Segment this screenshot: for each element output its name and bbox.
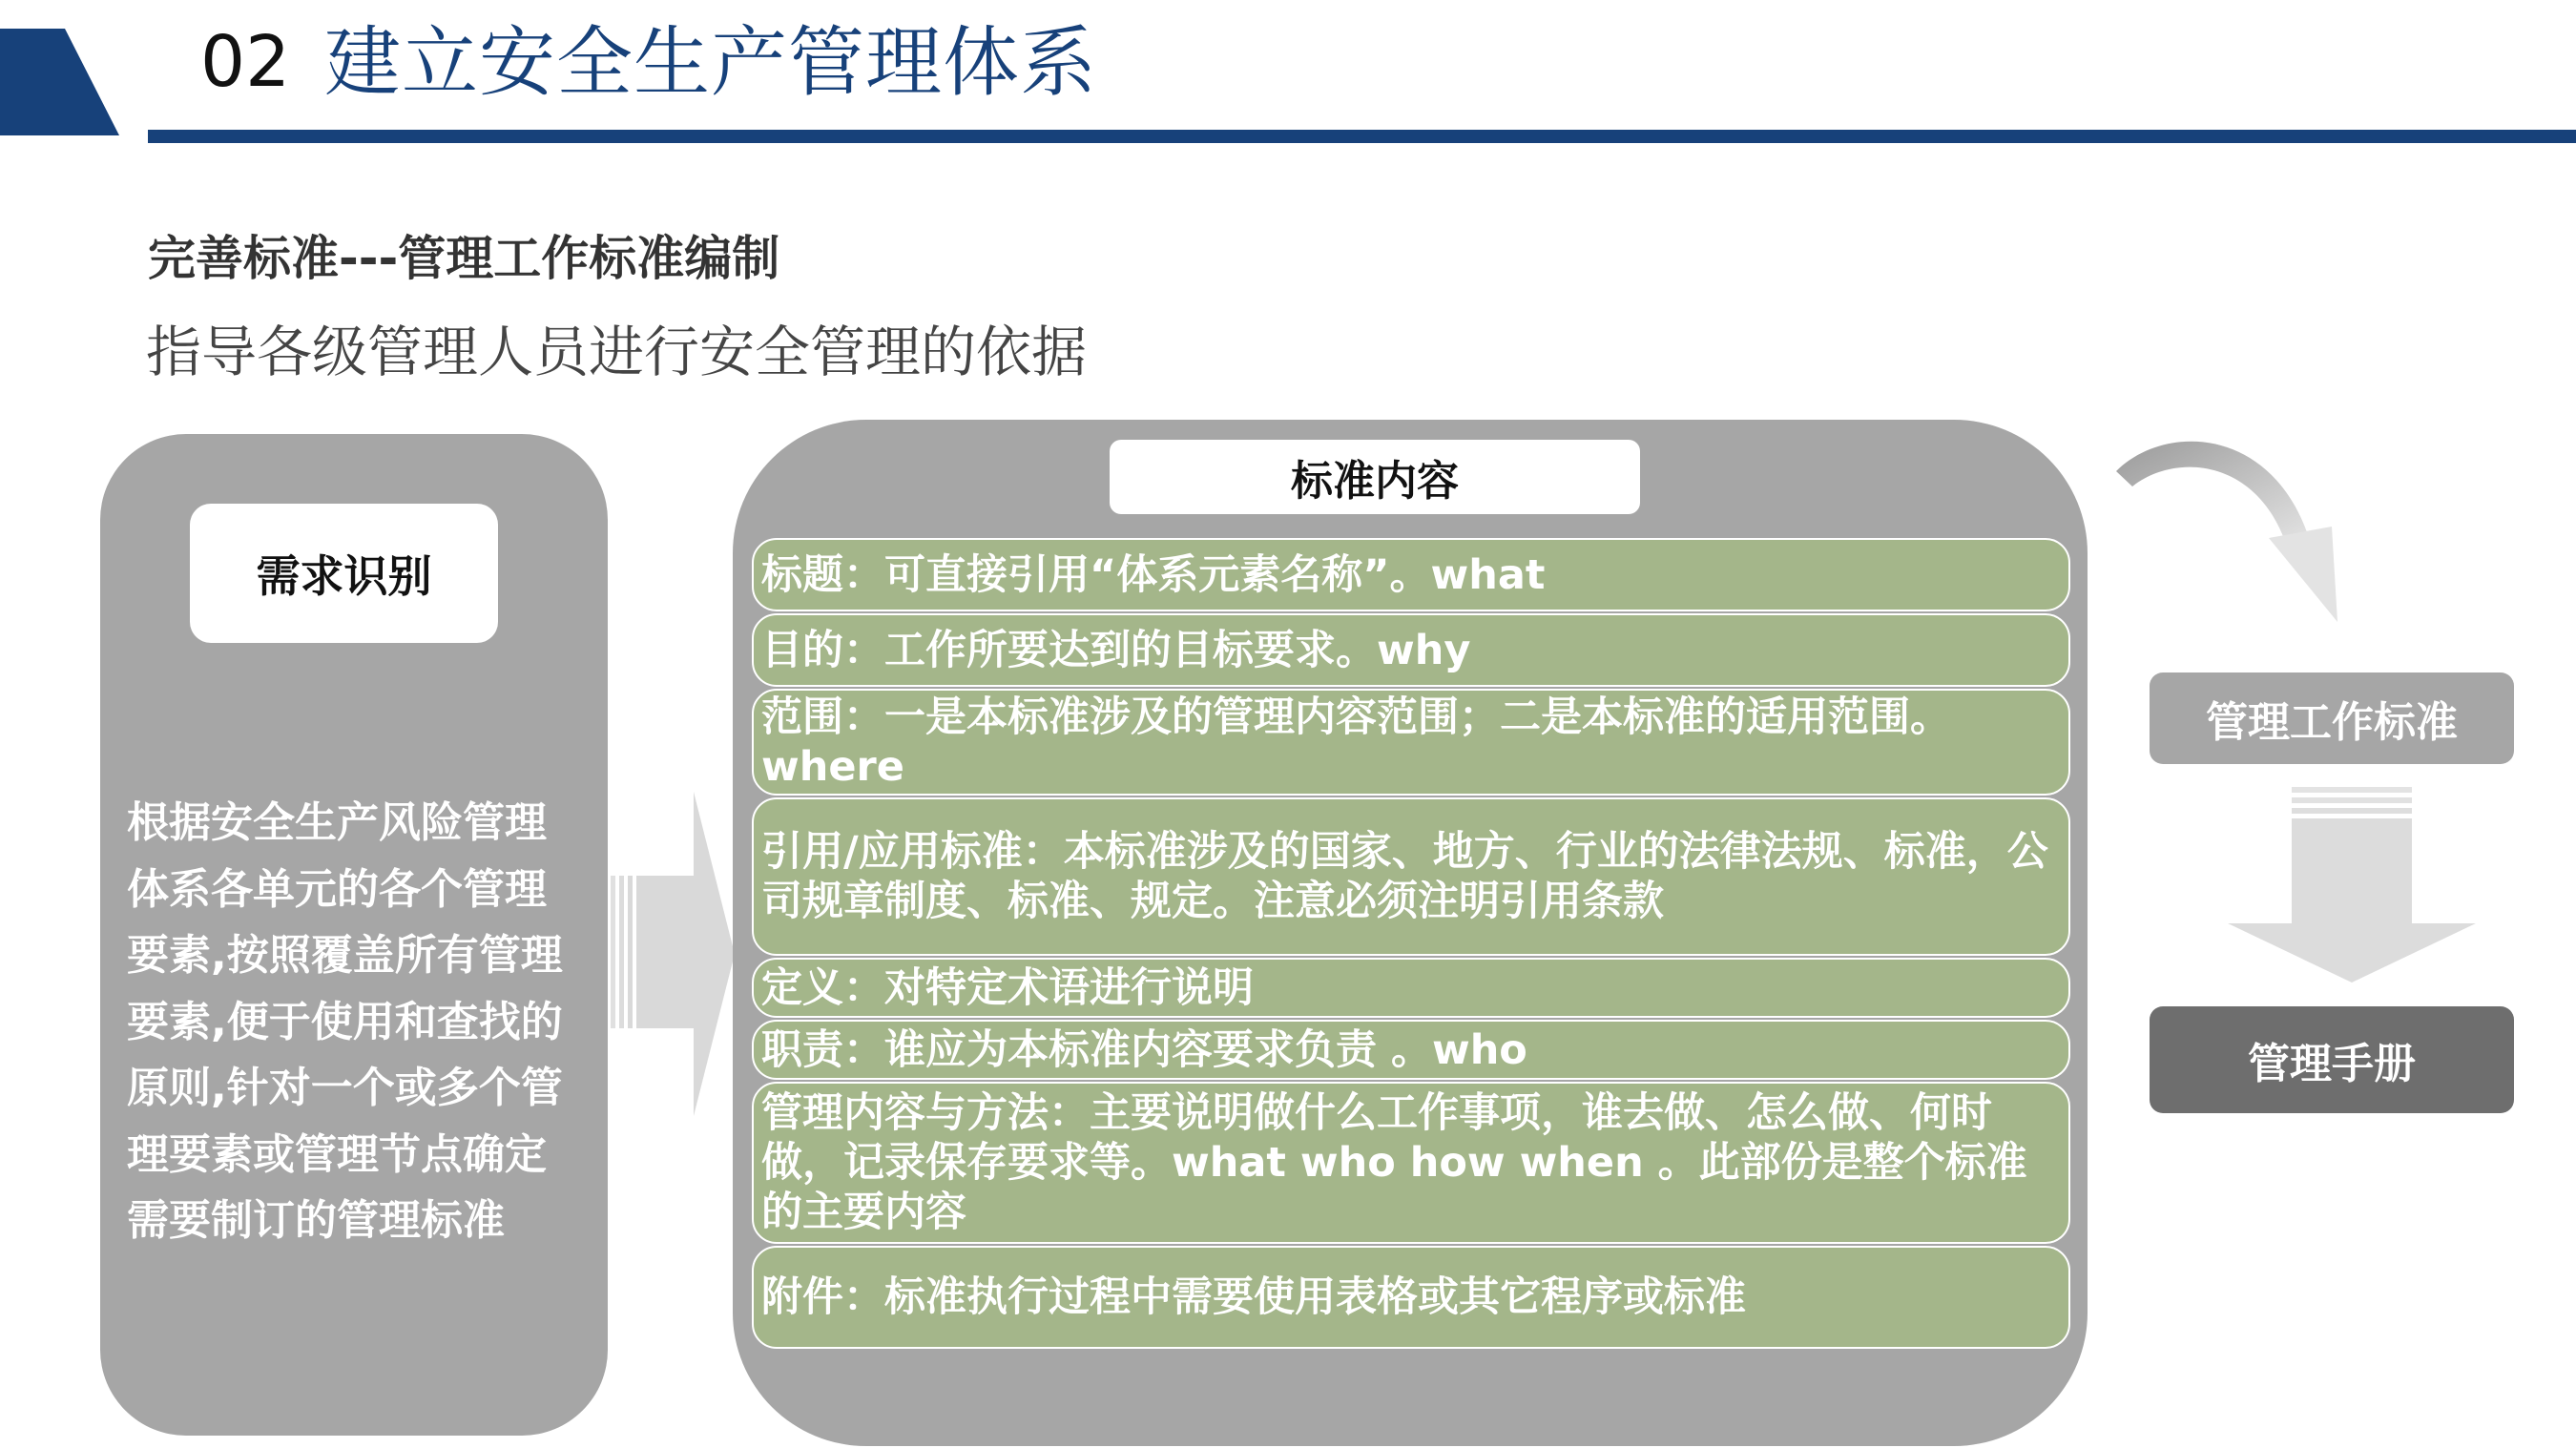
demand-text-line: 理要素或管理节点确定 xyxy=(127,1129,547,1179)
header-divider xyxy=(148,130,2576,143)
header-corner-decoration xyxy=(0,29,119,135)
demand-text-line: 要素,便于使用和查找的 xyxy=(127,997,563,1046)
demand-text-line: 要素,按照覆盖所有管理 xyxy=(127,931,563,980)
demand-text-line: 根据安全生产风险管理 xyxy=(127,798,547,847)
demand-identification-title: 需求识别 xyxy=(190,504,498,643)
content-item-responsibilities: 职责：谁应为本标准内容要求负责 。who xyxy=(752,1020,2070,1080)
content-item-purpose: 目的：工作所要达到的目标要求。why xyxy=(752,613,2070,687)
standard-content-title: 标准内容 xyxy=(1110,440,1640,514)
content-item-scope: 范围：一是本标准涉及的管理内容范围；二是本标准的适用范围。where xyxy=(752,689,2070,796)
content-item-attachments: 附件：标准执行过程中需要使用表格或其它程序或标准 xyxy=(752,1246,2070,1349)
down-arrow-icon xyxy=(2228,787,2476,983)
management-manual-button[interactable]: 管理手册 xyxy=(2150,1006,2514,1113)
content-item-references: 引用/应用标准：本标准涉及的国家、地方、行业的法律法规、标准，公司规章制度、标准、规定。注意必须注明引用条款 xyxy=(752,797,2070,956)
demand-text-line: 需要制订的管理标准 xyxy=(127,1196,505,1245)
slide-subtitle: 完善标准---管理工作标准编制 xyxy=(148,231,780,286)
curved-arrow-icon xyxy=(2109,431,2366,631)
content-item-title: 标题：可直接引用“体系元素名称”。what xyxy=(752,538,2070,611)
content-item-definitions: 定义：对特定术语进行说明 xyxy=(752,958,2070,1018)
content-item-methods: 管理内容与方法：主要说明做什么工作事项，谁去做、怎么做、何时做，记录保存要求等。what who how when 。此部份是整个标准的主要内容 xyxy=(752,1082,2070,1244)
section-number: 02 xyxy=(200,21,291,103)
demand-identification-text xyxy=(127,790,594,1254)
slide-description: 指导各级管理人员进行安全管理的依据 xyxy=(146,320,1088,384)
right-arrow-icon xyxy=(611,792,735,1116)
demand-text-line: 体系各单元的各个管理 xyxy=(127,864,547,914)
section-title: 建立安全生产管理体系 xyxy=(324,18,1097,107)
demand-text-line: 原则,针对一个或多个管 xyxy=(127,1064,563,1112)
management-standard-button[interactable]: 管理工作标准 xyxy=(2150,672,2514,764)
